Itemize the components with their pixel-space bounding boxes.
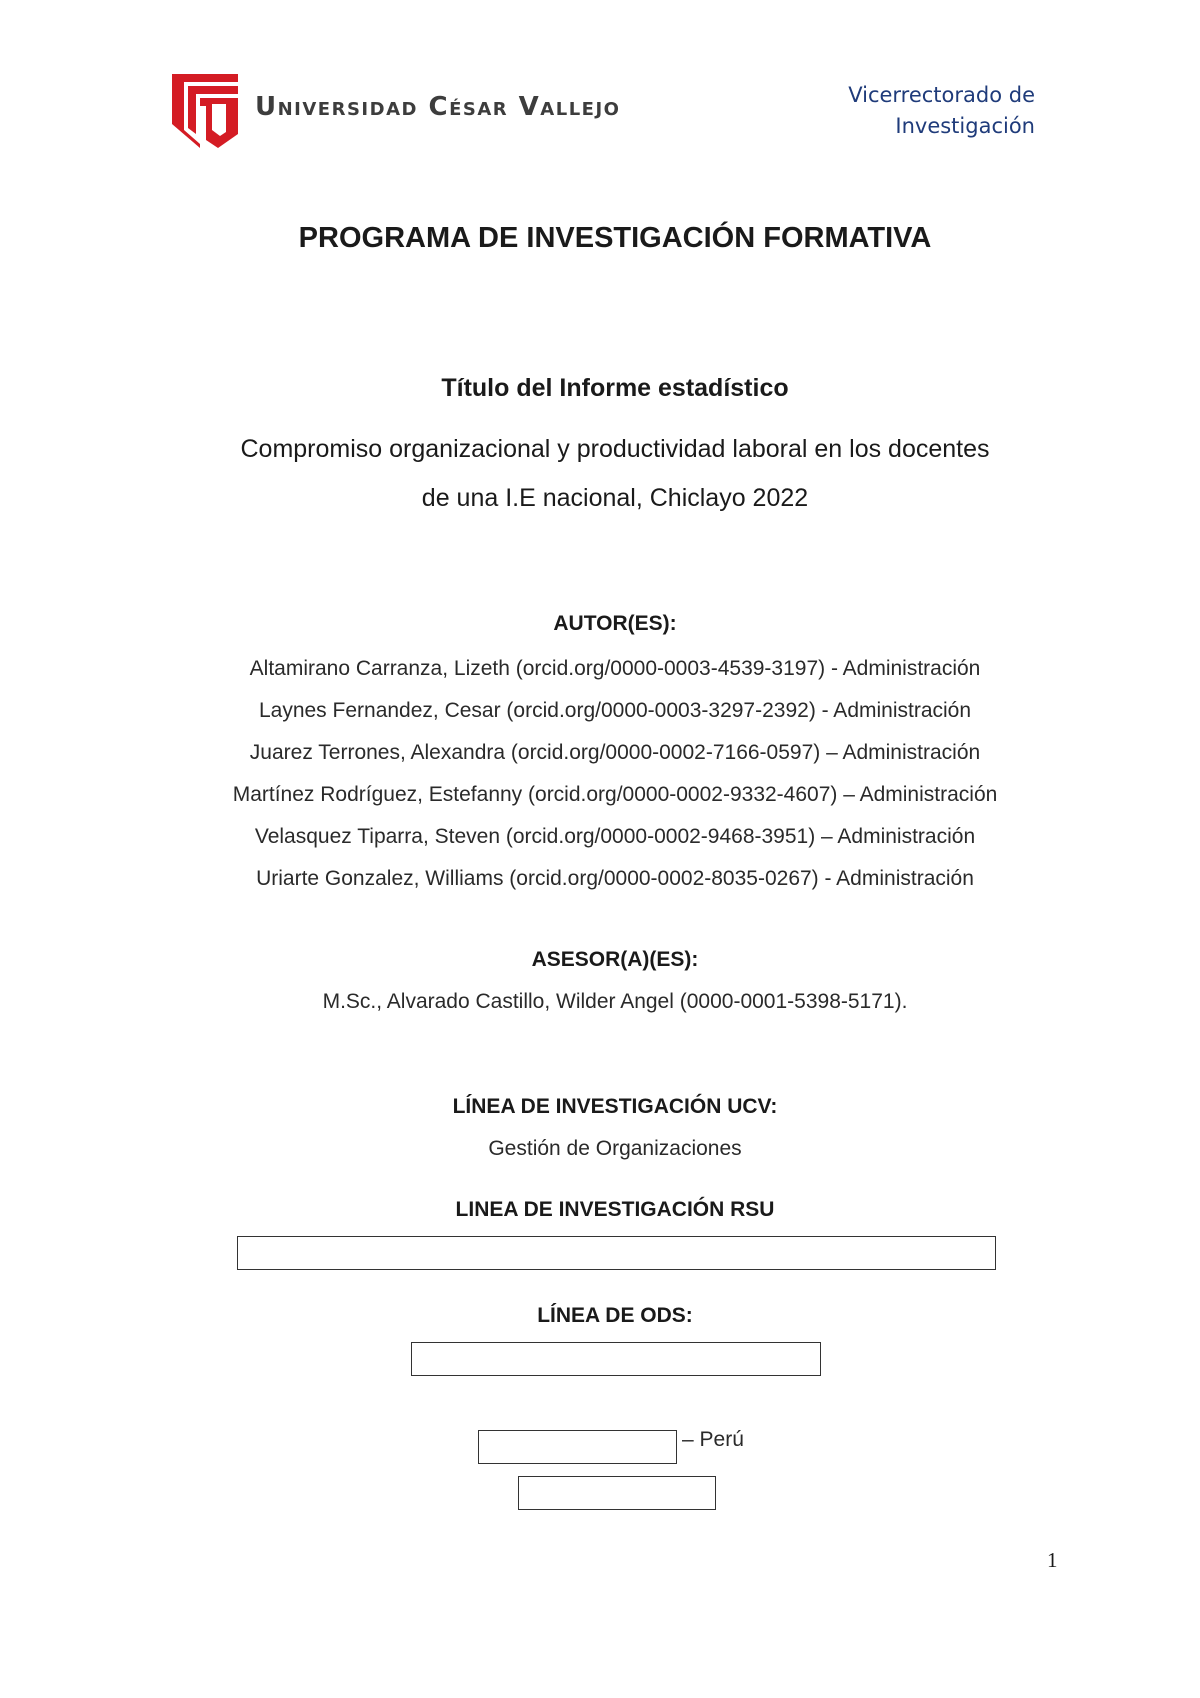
program-title: PROGRAMA DE INVESTIGACIÓN FORMATIVA — [298, 222, 932, 254]
line-ods-field[interactable] — [411, 1342, 821, 1376]
report-title — [0, 425, 1200, 523]
report-heading: Título del Informe estadístico — [441, 374, 789, 402]
author-item: Juarez Terrones, Alexandra (orcid.org/0000-0002-7166-0597) – Administración — [249, 741, 981, 764]
author-item: Uriarte Gonzalez, Williams (orcid.org/0000-0002-8035-0267) - Administración — [256, 867, 974, 890]
vice-office-line1: Vicerrectorado de — [848, 83, 1035, 107]
line-ods-label: LÍNEA DE ODS: — [537, 1304, 693, 1327]
report-title-line1: Compromiso organizacional y productividad laboral en los docentes — [240, 435, 990, 463]
line-rsu-field[interactable] — [237, 1236, 996, 1270]
author-item: Altamirano Carranza, Lizeth (orcid.org/0000-0003-4539-3197) - Administración — [249, 657, 981, 680]
ucv-shield-logo-icon — [170, 70, 240, 148]
authors-label: AUTOR(ES): — [553, 612, 677, 635]
report-title-line2: de una I.E nacional, Chiclayo 2022 — [421, 484, 809, 512]
author-item: Velasquez Tiparra, Steven (orcid.org/0000-0002-9468-3951) – Administración — [254, 825, 976, 848]
country-suffix: – Perú — [682, 1428, 744, 1451]
university-name: Universidad César Vallejo — [255, 92, 621, 122]
advisor-label: ASESOR(A)(ES): — [531, 948, 699, 971]
page-number: 1 — [1047, 1548, 1058, 1572]
city-field[interactable] — [478, 1430, 677, 1464]
year-field[interactable] — [518, 1476, 716, 1510]
line-ucv-label: LÍNEA DE INVESTIGACIÓN UCV: — [452, 1095, 778, 1118]
vice-office-line2: Investigación — [895, 114, 1035, 138]
line-ucv-text: Gestión de Organizaciones — [488, 1137, 742, 1160]
author-item: Martínez Rodríguez, Estefanny (orcid.org/0000-0002-9332-4607) – Administración — [232, 783, 998, 806]
author-item: Laynes Fernandez, Cesar (orcid.org/0000-0003-3297-2392) - Administración — [258, 699, 972, 722]
line-rsu-label: LINEA DE INVESTIGACIÓN RSU — [455, 1198, 775, 1221]
vice-rectorate-office — [848, 80, 1035, 142]
advisor-text: M.Sc., Alvarado Castillo, Wilder Angel (0000-0001-5398-5171). — [322, 990, 908, 1013]
authors-list — [0, 648, 1200, 900]
